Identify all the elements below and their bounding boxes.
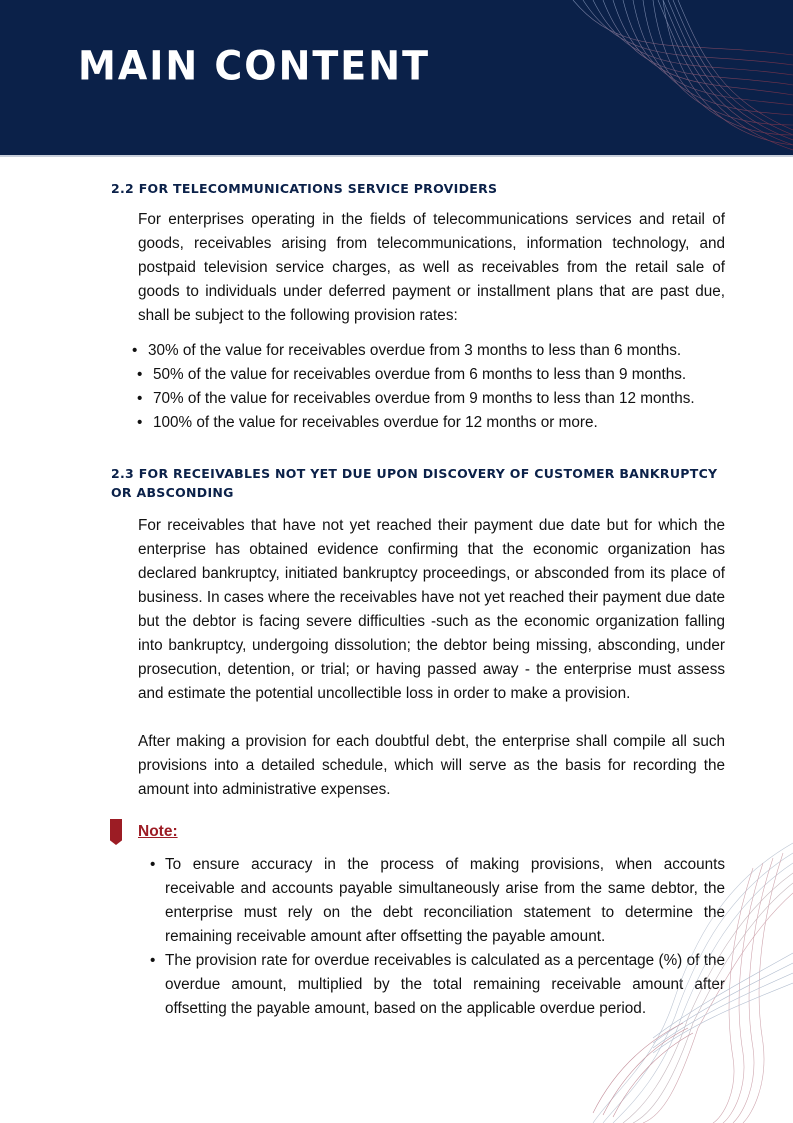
list-item: • 30% of the value for receivables overdue from 3 months to less than 6 months. (132, 339, 695, 363)
section-2-3-paragraph-1: For receivables that have not yet reached their payment due date but for which the enterprise has obtained evidence confirming that the economic organization has declared bankruptcy, initiated bankruptcy proceedings, or absconded from its place of business. In cases where the receivables have not yet reached their payment due date but the debtor is facing severe difficulties -such as the economic organization falling into bankruptcy, undergoing dissolution; the debtor being missing, absconding, under prosecution, detention, or trial; or having passed away - the enterprise must assess and estimate the potential uncollectible loss in order to make a provision. (138, 517, 725, 702)
note-item: • The provision rate for overdue receivables is calculated as a percentage (%) of the overdue amount, multiplied by the total remaining receivable amount after offsetting the payable amount, based on the applicable overdue period. (150, 949, 725, 1021)
list-item: • 100% of the value for receivables overdue for 12 months or more. (132, 411, 695, 435)
list-item: • 50% of the value for receivables overdue from 6 months to less than 9 months. (132, 363, 695, 387)
bullet-icon: • (137, 366, 143, 383)
bullet-icon: • (137, 390, 143, 407)
section-heading-2-2: 2.2 FOR TELECOMMUNICATIONS SERVICE PROVIDERS (111, 181, 498, 196)
bullet-icon: • (132, 342, 138, 359)
bullet-icon: • (150, 856, 156, 873)
note-item: • To ensure accuracy in the process of making provisions, when accounts receivable and accounts payable simultaneously arise from the same debtor, the enterprise must rely on the debt reconciliation statement to determine the remaining receivable amount after offsetting the payable amount. (150, 853, 725, 949)
section-2-3-paragraph-2: After making a provision for each doubtful debt, the enterprise shall compile all such provisions into a detailed schedule, which will serve as the basis for recording the amount into administrative expenses. (138, 733, 725, 798)
decorative-wave-lines-icon (563, 0, 793, 155)
note-bookmark-icon (110, 819, 122, 845)
section-heading-2-3: 2.3 FOR RECEIVABLES NOT YET DUE UPON DISCOVERY OF CUSTOMER BANKRUPTCY OR ABSCONDING (111, 466, 718, 500)
provision-rates-list (132, 339, 695, 435)
page-title: MAIN CONTENT (78, 42, 430, 90)
list-item: • 70% of the value for receivables overdue from 9 months to less than 12 months. (132, 387, 695, 411)
bullet-icon: • (150, 952, 156, 969)
bullet-icon: • (137, 414, 143, 431)
section-2-2-paragraph: For enterprises operating in the fields of telecommunications services and retail of goods, receivables arising from telecommunications, information technology, and postpaid television service charges, as well as receivables from the retail sale of goods to individuals under deferred payment or installment plans that are past due, shall be subject to the following provision rates: (138, 211, 725, 324)
decorative-wave-lines-icon (553, 823, 793, 1123)
page-header-banner (0, 0, 793, 157)
note-label: Note: (138, 823, 178, 840)
